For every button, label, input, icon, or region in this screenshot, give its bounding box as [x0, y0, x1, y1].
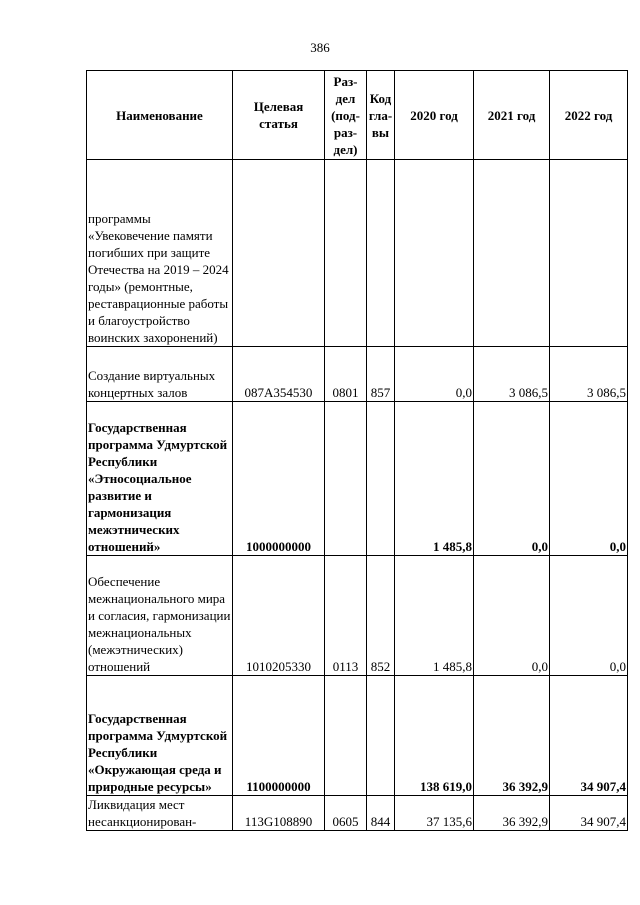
- cell-chapter: 844: [367, 796, 395, 831]
- cell-2022: 0,0: [550, 556, 628, 676]
- cell-2022: [550, 160, 628, 347]
- table-row: [87, 796, 628, 831]
- cell-2020: 1 485,8: [395, 402, 474, 556]
- header-chapter: Код гла-вы: [367, 71, 395, 160]
- table-row: [87, 347, 628, 402]
- cell-target: 113G108890: [233, 796, 325, 831]
- cell-section: 0113: [325, 556, 367, 676]
- cell-section: [325, 402, 367, 556]
- cell-chapter: 852: [367, 556, 395, 676]
- cell-target: 1100000000: [233, 676, 325, 796]
- cell-2020: 138 619,0: [395, 676, 474, 796]
- cell-2021: 0,0: [474, 402, 550, 556]
- cell-2022: 0,0: [550, 402, 628, 556]
- page-number: 386: [310, 40, 330, 55]
- cell-chapter: [367, 402, 395, 556]
- cell-section: 0605: [325, 796, 367, 831]
- cell-target: 1000000000: [233, 402, 325, 556]
- cell-2021: 36 392,9: [474, 676, 550, 796]
- cell-target: 1010205330: [233, 556, 325, 676]
- header-name: Наименование: [87, 71, 233, 160]
- table-row: [87, 556, 628, 676]
- table-row: [87, 676, 628, 796]
- cell-section: 0801: [325, 347, 367, 402]
- cell-2021: [474, 160, 550, 347]
- cell-chapter: [367, 160, 395, 347]
- cell-name: Ликвидация мест несанкционирован-: [87, 796, 233, 831]
- table-row: [87, 160, 628, 347]
- cell-2020: 1 485,8: [395, 556, 474, 676]
- cell-2020: 37 135,6: [395, 796, 474, 831]
- cell-2022: 3 086,5: [550, 347, 628, 402]
- header-2021: 2021 год: [474, 71, 550, 160]
- cell-name: Государственная программа Удмуртской Республики «Окружающая среда и природные ресурсы»: [87, 676, 233, 796]
- cell-target: 087А354530: [233, 347, 325, 402]
- header-section: Раз-дел (под-раз-дел): [325, 71, 367, 160]
- cell-chapter: [367, 676, 395, 796]
- cell-name: Создание виртуальных концертных залов: [87, 347, 233, 402]
- table-row: [87, 402, 628, 556]
- cell-2022: 34 907,4: [550, 676, 628, 796]
- cell-2020: [395, 160, 474, 347]
- cell-2021: 0,0: [474, 556, 550, 676]
- cell-chapter: 857: [367, 347, 395, 402]
- cell-section: [325, 160, 367, 347]
- budget-table: [86, 70, 628, 831]
- cell-2022: 34 907,4: [550, 796, 628, 831]
- header-target: Целевая статья: [233, 71, 325, 160]
- header-2022: 2022 год: [550, 71, 628, 160]
- cell-target: [233, 160, 325, 347]
- cell-name: Обеспечение межнационального мира и согласия, гармонизации межнациональных (межэтнических) отношений: [87, 556, 233, 676]
- header-row: [87, 71, 628, 160]
- cell-section: [325, 676, 367, 796]
- header-2020: 2020 год: [395, 71, 474, 160]
- cell-2021: 3 086,5: [474, 347, 550, 402]
- cell-2020: 0,0: [395, 347, 474, 402]
- cell-name: программы «Увековечение памяти погибших при защите Отечества на 2019 – 2024 годы» (ремонтные, реставрационные работы и благоустройство воинских захоронений): [87, 160, 233, 347]
- cell-name: Государственная программа Удмуртской Республики «Этносоциальное развитие и гармонизация межэтнических отношений»: [87, 402, 233, 556]
- cell-2021: 36 392,9: [474, 796, 550, 831]
